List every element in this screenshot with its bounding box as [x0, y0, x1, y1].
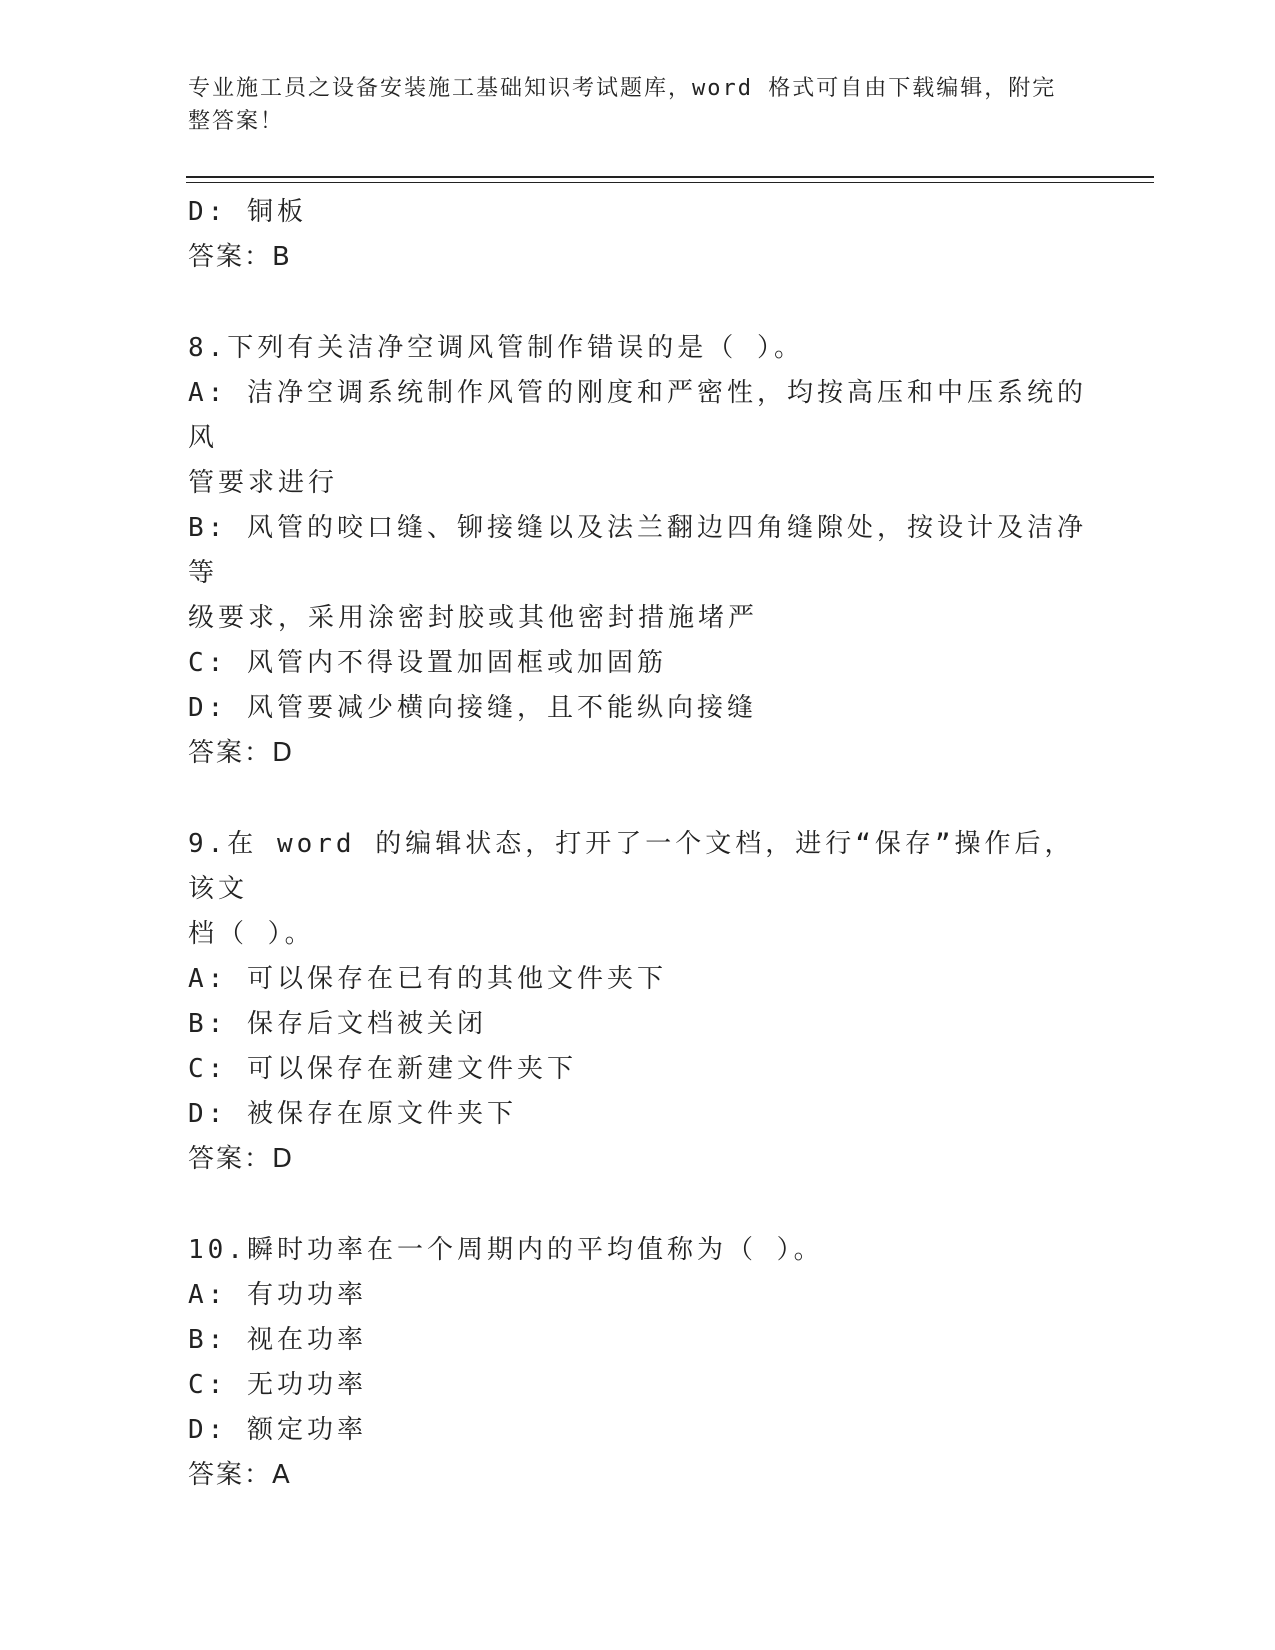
q10-answer: 答案：A	[188, 1460, 292, 1490]
header-divider-thin	[186, 182, 1154, 183]
q8-stem: 8.下列有关洁净空调风管制作错误的是（ ）。	[188, 333, 804, 363]
document-header	[188, 72, 1068, 138]
q7-option-d: D: 铜板	[188, 197, 307, 227]
question-8	[188, 326, 1088, 776]
q8-option-b-line-1: B: 风管的咬口缝、铆接缝以及法兰翻边四角缝隙处，按设计及洁净等	[188, 513, 1087, 588]
spacer	[188, 776, 1088, 822]
q10-option-d: D: 额定功率	[188, 1415, 367, 1445]
spacer	[188, 280, 1088, 326]
q9-option-c: C: 可以保存在新建文件夹下	[188, 1054, 577, 1084]
spacer	[188, 1182, 1088, 1228]
q10-stem: 10.瞬时功率在一个周期内的平均值称为（ ）。	[188, 1235, 824, 1265]
q9-stem-line-2: 档（ ）。	[188, 919, 315, 949]
header-line-1: 专业施工员之设备安装施工基础知识考试题库，word 格式可自由下载编辑，附完	[188, 76, 1057, 101]
q8-answer: 答案：D	[188, 738, 295, 768]
q9-option-a: A: 可以保存在已有的其他文件夹下	[188, 964, 667, 994]
q10-option-a: A: 有功功率	[188, 1280, 367, 1310]
q8-option-d: D: 风管要减少横向接缝，且不能纵向接缝	[188, 693, 757, 723]
q9-stem-line-1: 9.在 word 的编辑状态，打开了一个文档，进行“保存”操作后，该文	[188, 829, 1075, 904]
q8-option-a-line-2: 管要求进行	[188, 468, 339, 498]
question-9	[188, 822, 1088, 1182]
q7-answer: 答案：B	[188, 242, 292, 272]
question-10	[188, 1228, 1088, 1498]
q9-option-d: D: 被保存在原文件夹下	[188, 1099, 517, 1129]
q8-option-a-line-1: A: 洁净空调系统制作风管的刚度和严密性，均按高压和中压系统的风	[188, 378, 1087, 453]
q9-option-b: B: 保存后文档被关闭	[188, 1009, 487, 1039]
header-divider-thick	[186, 176, 1154, 178]
q10-option-b: B: 视在功率	[188, 1325, 367, 1355]
q10-option-c: C: 无功功率	[188, 1370, 367, 1400]
q9-answer: 答案：D	[188, 1144, 295, 1174]
question-7-tail	[188, 190, 1088, 280]
q8-option-b-line-2: 级要求，采用涂密封胶或其他密封措施堵严	[188, 603, 759, 633]
question-content	[188, 190, 1088, 1498]
q8-option-c: C: 风管内不得设置加固框或加固筋	[188, 648, 667, 678]
header-line-2: 整答案！	[188, 109, 285, 134]
